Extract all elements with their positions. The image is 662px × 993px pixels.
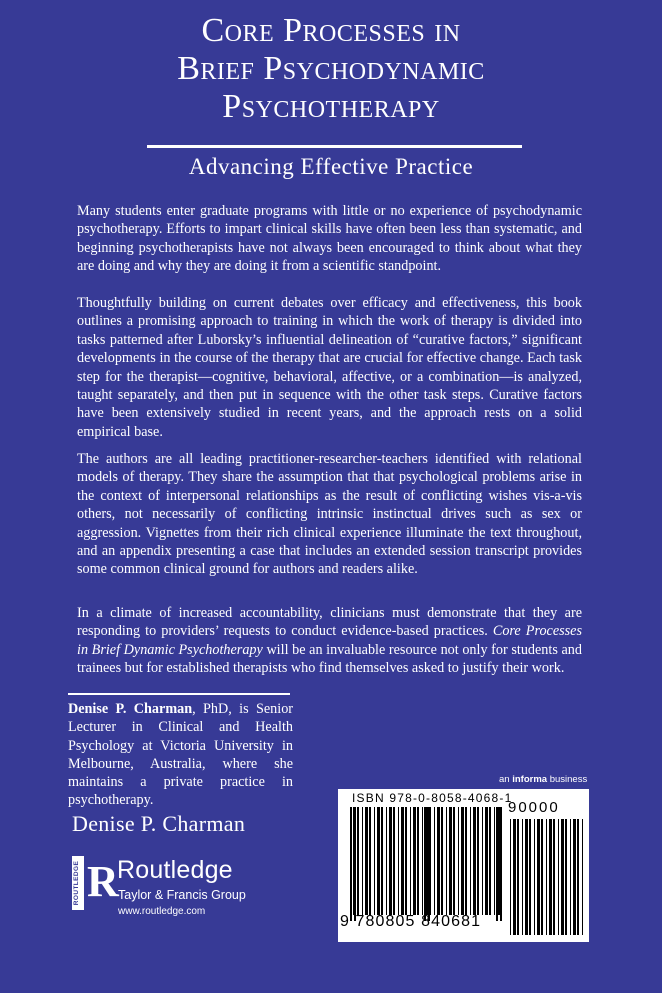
author-bio	[68, 700, 293, 810]
barcode-bar	[546, 819, 547, 935]
barcode-bar	[362, 807, 363, 915]
barcode-bar	[549, 819, 552, 935]
paragraph-4-tail: will be an invaluable resource not only for students and trainees but for established therapists who find themselves asked to justify their work.	[77, 641, 582, 677]
logo-r-letter: R	[87, 857, 119, 906]
barcode-bar	[374, 807, 375, 915]
barcode-bar	[477, 807, 479, 915]
title-line-2: Brief Psychodynamic	[177, 50, 485, 87]
barcode-bar	[482, 807, 483, 915]
barcode-bar	[401, 807, 404, 915]
barcode-bar	[570, 819, 571, 935]
barcode-bar	[537, 819, 540, 935]
barcode-bar	[449, 807, 452, 915]
barcode-bar	[553, 819, 555, 935]
barcode-bar	[417, 807, 419, 915]
title-line-1: Core Processes in	[201, 12, 461, 49]
publisher-group: Taylor & Francis Group	[118, 888, 246, 902]
barcode-bar	[393, 807, 395, 915]
informa-prefix: an	[499, 774, 513, 785]
barcode-bar	[458, 807, 459, 915]
informa-tagline	[499, 774, 587, 785]
bio-author-name: Denise P. Charman	[68, 701, 193, 717]
barcode-bar	[434, 807, 435, 915]
isbn-label: ISBN 978-0-8058-4068-1	[352, 791, 513, 805]
barcode-bar	[473, 807, 476, 915]
barcode-bar	[485, 807, 488, 915]
description-paragraph-4	[77, 604, 582, 678]
barcode-bar	[441, 807, 443, 915]
barcode-bar	[386, 807, 387, 915]
title-line-3: Psychotherapy	[222, 88, 440, 125]
barcode-bar	[389, 807, 392, 915]
barcode-guard-bar	[350, 807, 352, 921]
barcode-bar	[541, 819, 543, 935]
barcode-bar	[365, 807, 368, 915]
publisher-logo	[72, 856, 312, 926]
title-divider	[147, 145, 522, 148]
barcode-guard-bar	[496, 807, 498, 921]
barcode-bar	[437, 807, 440, 915]
bio-text: , PhD, is Senior Lecturer in Clinical and Health Psychology at Victoria University in Melbourne, Australia, where she maintains a private practice in psychotherapy.	[68, 701, 294, 809]
barcode-bar	[510, 819, 511, 935]
barcode-bar	[558, 819, 559, 935]
barcode-guard-bar	[500, 807, 502, 921]
description-paragraph-1: Many students enter graduate programs with little or no experience of psychodynamic psychotherapy. Efforts to impart clinical skills have often been less than systematic, and beginning psychotherapists have not always been encouraged to think about what they are doing and why they are doing it from a scientific standpoint.	[77, 203, 582, 275]
barcode-guard-bar	[428, 807, 430, 921]
barcode-guard-bar	[424, 807, 426, 921]
barcode-bar	[582, 819, 583, 935]
logo-vertical-text: ROUTLEDGE	[73, 860, 80, 906]
book-subtitle: Advancing Effective Practice	[188, 154, 474, 179]
book-title	[0, 12, 662, 126]
barcode-bar	[410, 807, 411, 915]
description-paragraph-2: Thoughtfully building on current debates over efficacy and effectiveness, this book outlines a promising approach to training in which the work of therapy is divided into tasks patterned after Luborsky’s influential delineation of “curative factors,” significant developments in the course of the therapy that are crucial for effective change. Each task step for the therapist—cognitive, behavioral, affective, or a combination—is analyzed, taught separately, and then put in sequence with the other task steps. Curative factors have been extensively studied in recent years, and the approach rests on a solid empirical base.	[77, 295, 582, 440]
barcode-bar	[377, 807, 380, 915]
barcode-bar	[517, 819, 519, 935]
barcode-bar	[357, 807, 359, 915]
barcode-bar	[461, 807, 464, 915]
barcode-bar	[494, 807, 495, 915]
publisher-name: Routledge	[117, 856, 233, 884]
barcode-bar	[529, 819, 531, 935]
barcode-bar	[369, 807, 371, 915]
description-paragraph-3: The authors are all leading practitioner-researcher-teachers identified with relational models of therapy. They share the assumption that that psychological problems arise in the context of interpersonal relationships as the result of conflicting wishes vis-a-vis others, not necessarily of conflicting intrinsic instinctual drives such as sex or aggression. Vignettes from their rich clinical experience illuminate the text throughout, and an appendix presenting a case that includes an extended session transcript provides some common clinical ground for authors and readers alike.	[77, 451, 582, 578]
barcode-bar	[470, 807, 471, 915]
isbn-barcode	[338, 789, 589, 942]
barcode-bar	[405, 807, 407, 915]
barcode-bar	[573, 819, 576, 935]
barcode-bar	[398, 807, 399, 915]
publisher-url: www.routledge.com	[118, 906, 206, 917]
barcode-bar	[453, 807, 455, 915]
informa-suffix: business	[547, 774, 588, 785]
barcode-bar	[577, 819, 579, 935]
informa-brand: informa	[512, 774, 548, 785]
barcode-bar	[465, 807, 467, 915]
barcode-bar	[489, 807, 491, 915]
routledge-r-icon	[72, 856, 119, 910]
isbn-digit-text: 9 780805 840681	[340, 913, 482, 930]
barcode-bar	[422, 807, 423, 915]
barcode-bar	[561, 819, 564, 935]
author-name: Denise P. Charman	[72, 811, 246, 836]
barcode-bar	[525, 819, 528, 935]
book-title-italic: Core Processes in Brief Dynamic Psychotherapy	[77, 623, 583, 658]
bio-divider	[68, 693, 290, 695]
barcode-bar	[381, 807, 383, 915]
barcode-bar	[446, 807, 447, 915]
barcode-bar	[522, 819, 523, 935]
barcode-bar	[413, 807, 416, 915]
barcode-bar	[565, 819, 567, 935]
barcode-guard-bar	[354, 807, 356, 921]
paragraph-4-lead: In a climate of increased accountability, clinicians must demonstrate that they are responding to providers’ requests to conduct evidence-based practices.	[77, 605, 582, 640]
price-code: 90000	[508, 799, 560, 816]
barcode-bar	[513, 819, 516, 935]
barcode-bar	[534, 819, 535, 935]
